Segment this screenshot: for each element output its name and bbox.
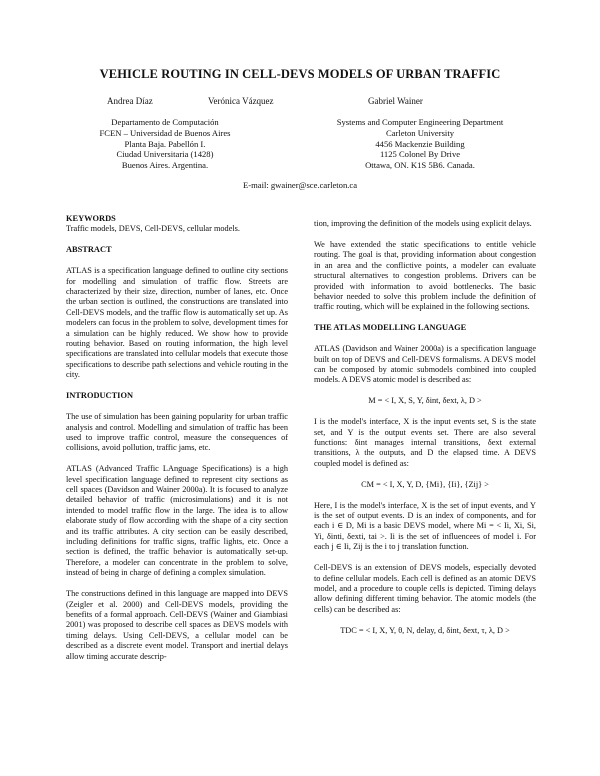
keywords-text: Traffic models, DEVS, Cell-DEVS, cellular models.: [66, 224, 240, 234]
formula-tdc: TDC = < I, X, Y, θ, N, delay, d, δint, δext, τ, λ, D >: [340, 625, 510, 635]
right-column: [314, 219, 536, 636]
affiliation-line: Systems and Computer Engineering Department: [336, 117, 504, 127]
abstract-text: ATLAS is a specification language defined to outline city sections for modelling and simulation of traffic flow. Streets are characterized by their size, direction, number of lanes, etc. Once the urban section is outlined, the constructions are translated into Cell-DEVS models, and the traffic flow is automatically set up. As modelers can focus in the problem to solve, development times for a simulation can be highly reduced. We show how to provide routing behavior. Based on routing information, the high level specifications are translated into cellular models that execute those specifications to describe path selections and vehicle routing in the city.: [66, 266, 288, 380]
affiliation-line: Ottawa, ON. K1S 5B6. Canada.: [365, 160, 475, 171]
contact-email: E-mail: gwainer@sce.carleton.ca: [242, 180, 358, 190]
introduction-heading: INTRODUCTION: [66, 391, 134, 401]
intro-paragraph: ATLAS (Advanced Traffic LAnguage Specifications) is a high level specification language defined to represent city sections as cell spaces (Davidson and Wainer 2000a). It is focused to analyze detailed behavior of traffic (microsimulations) and it is not intended to model traffic flow in the large. The idea is to allow elaborate study of flow according with the shape of a city section and its traffic attributes. A city section can be easily described, including definitions for traffic signs, traffic lights, etc. Once a section is defined, the traffic behavior is automatically set-up. Therefore, a modeler can concentrate in the problem to solve, instead of being in charge of defining a complex simulation.: [66, 464, 288, 578]
abstract-heading: ABSTRACT: [66, 245, 112, 255]
celldevs-paragraph: Cell-DEVS is an extension of DEVS models, especially devoted to define cellular models. Each cell is defined as an atomic DEVS model, and a procedure to couple cells is depicted. Timing delays allow defining different timing behavior. The atomic models (the cells) can be described as:: [314, 563, 536, 614]
atlas-heading: THE ATLAS MODELLING LANGUAGE: [314, 323, 467, 333]
author-name: Andrea Díaz: [107, 96, 153, 106]
author-name: Gabriel Wainer: [368, 96, 423, 106]
affiliation-line: 1125 Colonel By Drive: [379, 149, 461, 160]
affiliation-line: Planta Baja. Pabellón I.: [124, 138, 206, 149]
atlas-paragraph: I is the model's interface, X is the input events set, S is the state set, and Y is the output events set. There are also several functions: δint manages internal transitions, δext external transitions, λ the outputs, and D the elapsed time. A DEVS coupled model is defined as:: [314, 417, 536, 468]
continued-paragraph: tion, improving the definition of the models using explicit delays.: [314, 219, 532, 228]
affiliation-line: Departamento de Computación: [111, 117, 219, 127]
formula-devs-coupled: CM = < I, X, Y, D, {Mi}, {Ii}, {Zij} >: [361, 479, 489, 489]
affiliation-line: Ciudad Universitaria (1428): [116, 149, 214, 160]
affiliation-left: [70, 117, 260, 171]
paper-title: VEHICLE ROUTING IN CELL-DEVS MODELS OF URBAN TRAFFIC: [99, 67, 501, 81]
intro-paragraph: The use of simulation has been gaining popularity for urban traffic analysis and control. Modelling and simulation of traffic has been used to improve traffic control, measure the consequences of collisions, avoid pollution, traffic jams, etc.: [66, 412, 288, 453]
affiliation-line: Carleton University: [385, 127, 455, 138]
keywords-heading: KEYWORDS: [66, 214, 116, 223]
affiliation-line: 4456 Mackenzie Building: [375, 138, 465, 149]
routing-paragraph: We have extended the static specifications to entitle vehicle routing. The goal is that, providing information about congestion in an area and the conflictive points, a modeler can evaluate structural alternatives to congestion problems. Drivers can be provided with information to avoid bottlenecks. The basic behavior needed to solve this problem include the definition of traffic routing, which will be explained in the following sections.: [314, 239, 536, 312]
author-line: [0, 96, 600, 110]
intro-paragraph: The constructions defined in this language are mapped into DEVS (Zeigler et al. 2000) and Cell-DEVS models, providing the benefits of a formal approach. Cell-DEVS (Wainer and Giambiasi 2001) was proposed to describe cell spaces as DEVS models with timing delays. Using Cell-DEVS, a cellular model can be described as a discrete event model. Transport and inertial delays allow timing accurate descrip-: [66, 589, 288, 661]
left-column: [66, 214, 288, 662]
affiliation-line: FCEN – Universidad de Buenos Aires: [99, 127, 231, 138]
formula-devs-atomic: M = < I, X, S, Y, δint, δext, λ, D >: [368, 396, 482, 406]
atlas-paragraph: ATLAS (Davidson and Wainer 2000a) is a specification language built on top of DEVS and Cell-DEVS formalisms. A DEVS model can be composed by atomic submodels combined into coupled models. A DEVS atomic model is described as:: [314, 344, 536, 385]
affiliation-right: [305, 117, 535, 171]
author-name: Verónica Vázquez: [208, 96, 274, 106]
atlas-paragraph: Here, I is the model's interface, X is the set of input events, and Y is the set of output events. D is an index of components, and for each i ∈ D, Mi is a basic DEVS model, where Mi = < Ii, Xi, Si, Yi, δinti, δexti, tai >. Ii is the set of influencees of model i. For each j ∈ Ii, Zij is the i to j translation function.: [314, 500, 536, 552]
affiliation-line: Buenos Aires. Argentina.: [121, 160, 209, 171]
